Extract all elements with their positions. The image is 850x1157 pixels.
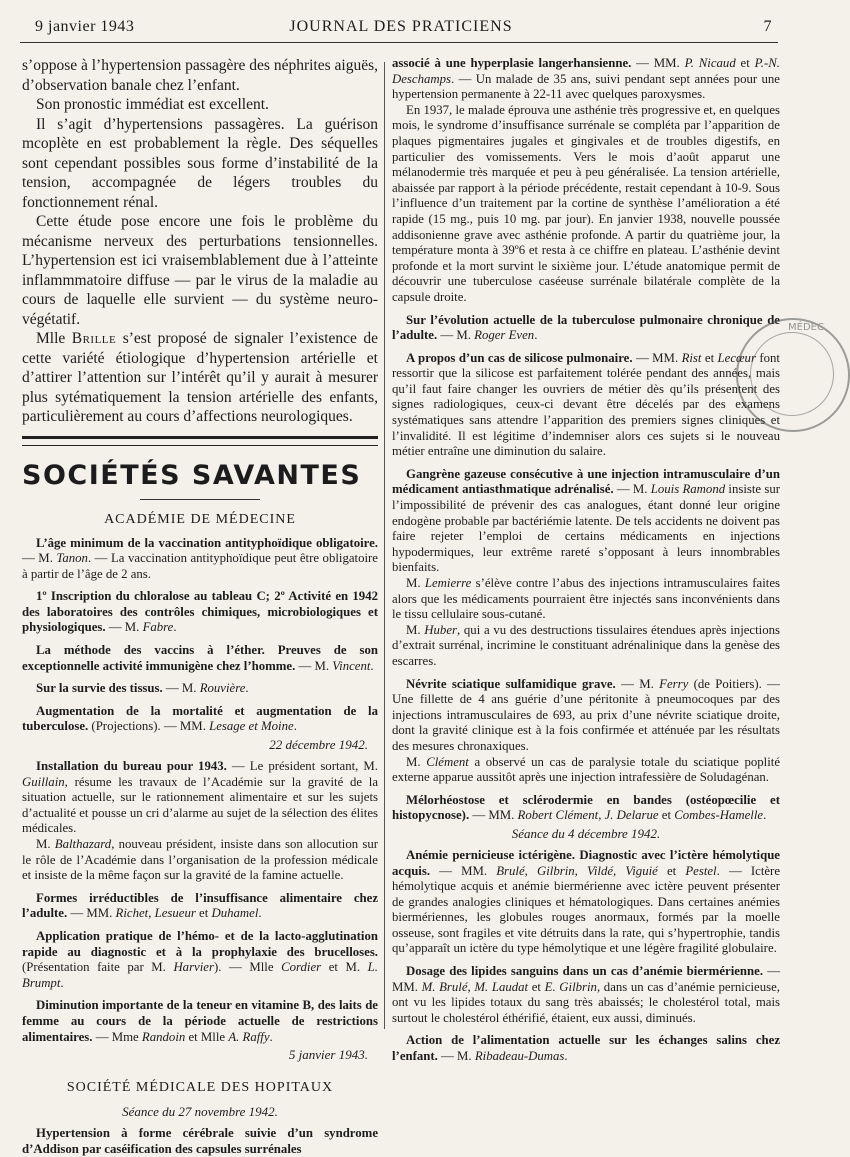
right-column [392, 56, 781, 1064]
session-date: Séance du 27 novembre 1942. [122, 1104, 278, 1120]
abstract-entry: L’âge minimum de la vaccination antityphoïdique obligatoire. — M. Tanon. — La vaccination antityphoïdique peut être obligatoire à partir de l’âge de 2 ans. [22, 535, 378, 581]
issue-date: 9 janvier 1943 [35, 18, 135, 35]
abstract-entry: Gangrène gazeuse consécutive à une injection intramusculaire d’un médicament antiasthmatique adrénalisé. — M. Louis Ramond insiste sur l’impossibilité de prévenir des cas analogues, étant donné leur origine endogène probable par bactériémie latente. De tels accidents ne doivent pas faire rejeter l’emploi de certains médicaments en injections hypodermiques, leur extrême rareté s’opposant à leurs innombrables bienfaits. [392, 466, 780, 575]
abstract-entry: Augmentation de la mortalité et augmentation de la tuberculose. (Projections). — MM. Lesage et Moine. [22, 703, 378, 734]
abstract-entry: Diminution importante de la teneur en vitamine B, des laits de femme au cours de la période actuelle de restrictions alimentaires. — Mme Randoin et Mlle A. Raffy. [22, 998, 378, 1044]
abstract-entry: Sur l’évolution actuelle de la tuberculose pulmonaire chronique de l’adulte. — M. Roger Even. [392, 312, 780, 343]
divider [140, 499, 260, 500]
header-rule [20, 42, 778, 43]
abstract-entry: M. Balthazard, nouveau président, insiste dans son allocution sur le rôle de l’Académie dans l’organisation de la profession médicale et insiste de la même façon sur la gravité de la famine actuelle. [22, 837, 378, 883]
paragraph: Cette étude pose encore une fois le problème du mécanisme nerveux des perturbations tensionnelles. L’hypertension est ici vraisemblablement due à l’atteinte inflammmatoire diffuse — par le virus de la maladie au cours de laquelle elle survient — du système neuro-végétatif. [22, 213, 378, 328]
session-date: 5 janvier 1943. [288, 1047, 368, 1063]
society-heading: ACADÉMIE DE MÉDECINE [104, 511, 296, 527]
paragraph: En 1937, le malade éprouva une asthénie très progressive et, en quelques mois, le syndrome d’insuffisance surrénale se compléta par l’apparition de plaques pigmentaires jugales et gingivales et de troubles digestifs, en particulier des vomissements. Vers le mois d’août apparut une mélanodermie très marquée et peu à peu généralisée. La tension artérielle, abaissée par rapport à la période précédente, restait cependant à 10-9. Sous l’influence d’un traitement par la cortine de synthèse l’amélioration a été rapide (15 mg., puis 10 mg. par jour). En janvier 1938, nouvelle poussée addisonienne grave avec asthénie profonde. A partir du quatrième jour, la température monta à 39º6 et resta à ce chiffre en plateau. L’asthénie devint profonde et la mort survint le sixième jour. L’étude anatomique permit de découvrir une tuberculose caséeuse surrénale bilatérale complète de la capsule droite. [392, 102, 780, 304]
abstract-entry: Installation du bureau pour 1943. — Le président sortant, M. Guillain, résume les travaux de l’Académie sur la gravité de la situation actuelle, sur le rationnement alimentaire et sur les sujets d’actualité et pousse un cri d’alarme au sujet de la sélection des élites médicales. [22, 759, 378, 836]
page-header [30, 14, 772, 40]
paragraph: M. Clément a observé un cas de paralysie totale du sciatique poplité externe apparue aussitôt après une injection intrafessière de Soludagénan. [392, 754, 780, 785]
left-column [22, 56, 378, 1156]
paragraph: Il s’agit d’hypertensions passagères. La guérison mcoplète en est probablement la règle. Des séquelles sont cependant possibles sous forme d’instabilité de la tension, accompagnée de légers troubles du fonctionnement rénal. [22, 115, 378, 211]
abstract-entry: Dosage des lipides sanguins dans un cas d’anémie biermérienne. — MM. M. Brulé, M. Laudat et E. Gilbrin, dans un cas d’anémie pernicieuse, ont vu les lipides totaux du sang très abaissés; le cholestérol total, mais surtout le cholestérol éthérifié, étaient, eux aussi, diminués. [392, 964, 781, 1025]
paragraph: Mlle Brille s’est proposé de signaler l’existence de cette variété étiologique d’hypertension artérielle et d’attirer l’attention sur l’intérêt qu’il y aurait à mesurer plus sytématiquement la tension artérielle des enfants, particulièrement au cours d’affections neurologiques. [22, 330, 378, 425]
stamp-text: MÉDEC [788, 322, 824, 333]
abstract-entry: Sur la survie des tissus. — M. Rouvière. [36, 681, 249, 696]
abstract-entry: associé à une hyperplasie langerhansienne. — MM. P. Nicaud et P.-N. Deschamps. — Un malade de 35 ans, suivi pendant sept années pour une hypertension permanente à 22-11 avec quelques paroxysmes. [392, 56, 780, 102]
abstract-entry: Formes irréductibles de l’insuffisance alimentaire chez l’adulte. — MM. Richet, Lesueur et Duhamel. [22, 890, 378, 921]
author-name: Brille [71, 330, 117, 347]
session-date: Séance du 4 décembre 1942. [511, 825, 661, 841]
abstract-entry: Anémie pernicieuse ictérigène. Diagnostic avec l’ictère hémolytique acquis. — MM. Brulé, Gilbrin, Vildé, Viguié et Pestel. — Ictère hémolytique acquis et anémie biermérienne avec ictère peuvent présenter de grandes analogies cliniques et hématologiques. Dans certaines anémies biermériennes, les globules rouges anormaux, formés par la moelle osseuse, sont fragiles et vite détruits dans la rate, qui s’hypertrophie, tandis qu’apparaît un ictère du type hémolytique et une légère fragilité globulaire. [392, 847, 780, 956]
abstract-entry: Application pratique de l’hémo- et de la lacto-agglutination rapide au diagnostic et à la prophylaxie des brucelloses. (Présentation faite par M. Harvier). — Mlle Cordier et M. L. Brumpt. [22, 928, 378, 990]
paragraph: Son pronostic immédiat est excellent. [36, 96, 269, 113]
paragraph: M. Lemierre s’élève contre l’abus des injections intramusculaires faites alors que les médicaments pourraient être injectés sans inconvénients dans le tissu cellulaire sous-cutané. [392, 576, 780, 622]
abstract-entry: Hypertension à forme cérébrale suivie d’un syndrome d’Addison par caséification des capsules surrénales [22, 1126, 378, 1156]
paragraph: M. Huber, qui a vu des destructions tissulaires étendues après injections d’extrait surrénal, incrimine le constituant adrénalinique dans la genèse des escarres. [392, 622, 780, 668]
session-date: 22 décembre 1942. [269, 737, 368, 753]
abstract-entry: Névrite sciatique sulfamidique grave. — M. Ferry (de Poitiers). — Une fillette de 4 ans guérie d’une péritonite à pneumocoques par des injections intramusculaires de 693, au prix d’une névrite sciatique droite, dont la gravité clinique est à la fois confirmée et atténuée par les résultats des mesures chronaxiques. [392, 676, 780, 753]
abstract-entry: Action de l’alimentation actuelle sur les échanges salins chez l’enfant. — M. Ribadeau-Dumas. [392, 1033, 780, 1064]
abstract-entry: A propos d’un cas de silicose pulmonaire. — MM. Rist et Lecœur font ressortir que la silicose est parfaitement tolérée pendant des années, mais qu’il faut faire changer les ouvriers de métier dès qu’ils présentent des signes radiologiques, ceux-ci devant être décelés par des examens systématiques sans attendre l’apparition des premiers signes cliniques et l’invalidité. Il est légitime d’indemniser alors ces sujets si le nouveau métier entraîne une diminution du salaire. [392, 350, 780, 459]
stamp-ring [750, 332, 834, 416]
society-heading: SOCIÉTÉ MÉDICALE DES HOPITAUX [66, 1080, 334, 1096]
section-rule [22, 436, 378, 446]
page-number: 7 [763, 18, 772, 35]
journal-title: JOURNAL DES PRATICIENS [289, 18, 513, 35]
abstract-entry: La méthode des vaccins à l’éther. Preuves de son exceptionnelle activité immunigène chez l’homme. — M. Vincent. [22, 643, 378, 673]
column-divider [384, 62, 385, 1029]
abstract-entry: 1º Inscription du chloralose au tableau C; 2º Activité en 1942 des laboratoires des contrôles chimiques, microbiologiques et physiologiques. — M. Fabre. [22, 589, 378, 635]
section-title: SOCIÉTÉS SAVANTES [22, 459, 362, 491]
library-stamp [736, 318, 850, 432]
paragraph: s’oppose à l’hypertension passagère des néphrites aiguës, d’observation banale chez l’enfant. [22, 57, 378, 94]
abstract-entry: Mélorhéostose et sclérodermie en bandes (ostéopœcilie et histopycnose). — MM. Robert Clément, J. Delarue et Combes-Hamelle. [392, 792, 780, 823]
